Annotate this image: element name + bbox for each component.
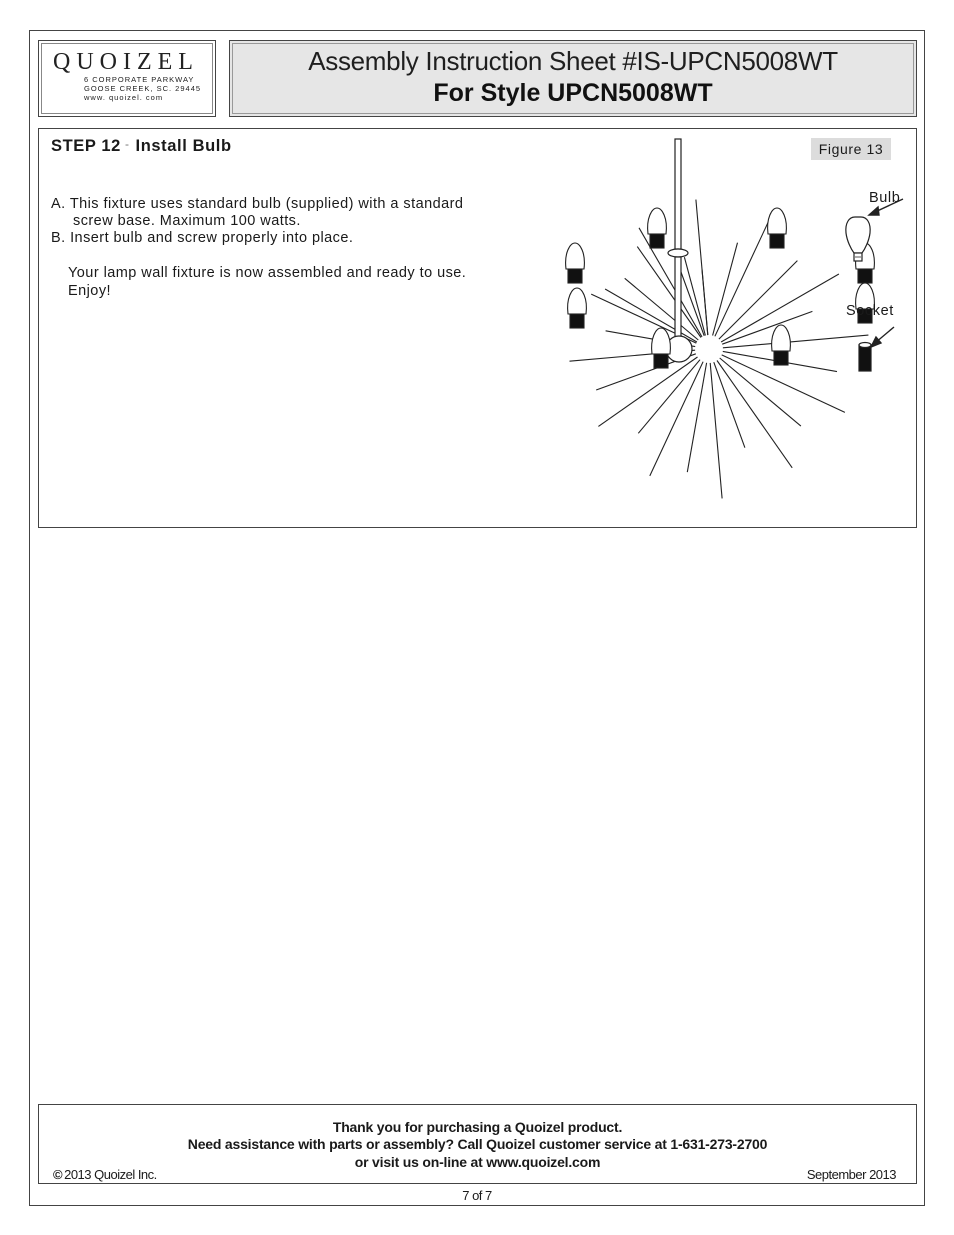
footer-website: or visit us on-line at www.quoizel.com xyxy=(354,1154,601,1170)
footer-assistance: Need assistance with parts or assembly? Call Quoizel customer service at 1-631-273-2700 xyxy=(187,1136,768,1152)
company-logo-block xyxy=(38,40,216,117)
step-number: STEP 12 xyxy=(51,137,121,155)
title-block xyxy=(229,40,917,117)
page-number: 7 of 7 xyxy=(462,1188,492,1203)
bulb-callout: Bulb xyxy=(869,190,901,206)
closing-message: Your lamp wall fixture is now assembled and ready to use. xyxy=(68,265,467,281)
closing-message-enjoy: Enjoy! xyxy=(68,283,111,299)
company-address-line2: GOOSE CREEK, SC. 29445 xyxy=(84,84,202,93)
company-logo: QUOIZEL xyxy=(53,49,199,75)
company-website: www. quoizel. com xyxy=(84,93,164,102)
instruction-b: B. Insert bulb and screw properly into place. xyxy=(51,230,354,246)
copyright-text: 2013 Quoizel Inc. xyxy=(64,1167,157,1182)
socket-callout: Socket xyxy=(846,303,894,319)
instruction-a-continued: screw base. Maximum 100 watts. xyxy=(73,213,301,229)
step-section xyxy=(38,128,917,528)
chandelier-illustration xyxy=(509,129,918,527)
step-heading xyxy=(51,137,232,156)
company-address-line1: 6 CORPORATE PARKWAY xyxy=(84,75,195,84)
copyright-icon: © xyxy=(53,1167,63,1182)
style-title: For Style UPCN5008WT xyxy=(433,79,713,107)
step-title: Install Bulb xyxy=(135,137,232,155)
copyright xyxy=(53,1167,157,1182)
footer xyxy=(38,1104,917,1184)
step-separator: - xyxy=(124,137,130,151)
sheet-title: Assembly Instruction Sheet #IS-UPCN5008WT xyxy=(308,46,838,76)
footer-thank-you: Thank you for purchasing a Quoizel product. xyxy=(332,1119,623,1135)
instruction-a: A. This fixture uses standard bulb (supplied) with a standard xyxy=(51,196,464,212)
loose-socket-icon xyxy=(859,343,871,372)
publication-date: September 2013 xyxy=(806,1167,896,1182)
figure-label: Figure 13 xyxy=(811,138,891,160)
